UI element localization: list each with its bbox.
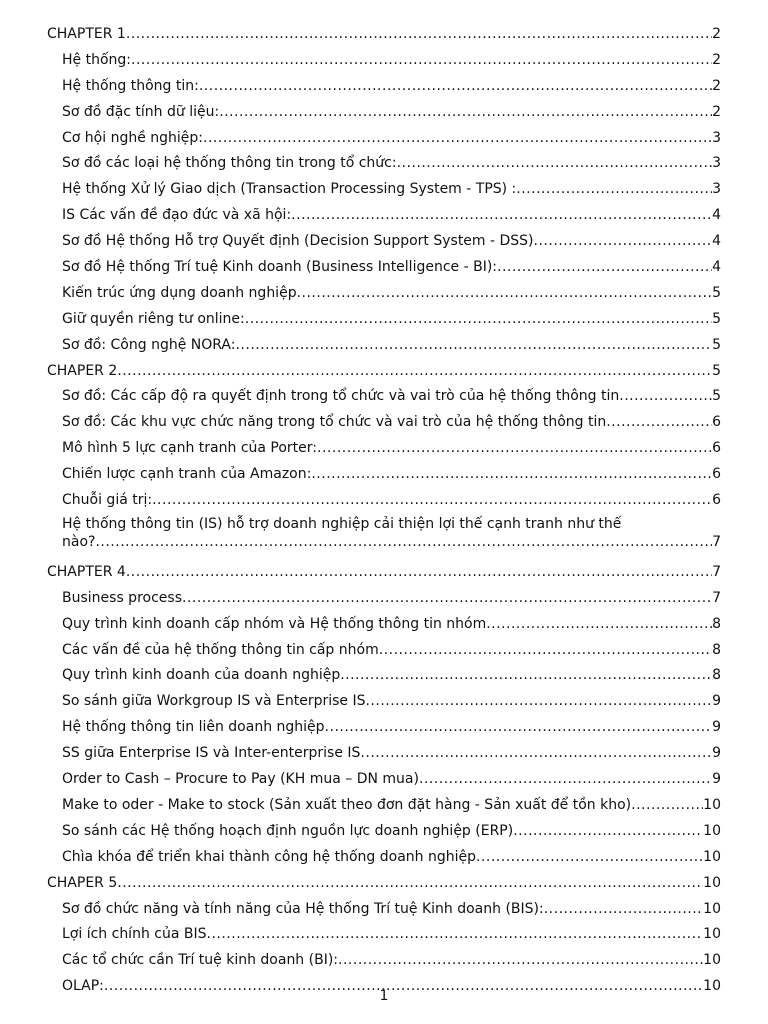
dot-leader — [516, 177, 712, 203]
dot-leader — [207, 922, 704, 948]
toc-section-entry[interactable] — [0, 689, 768, 715]
toc-entry-page: 7 — [712, 533, 721, 550]
toc-entry-page: 8 — [712, 615, 721, 632]
toc-entry-page: 5 — [712, 362, 721, 379]
dot-leader — [245, 307, 712, 333]
toc-entry-title: Sơ đồ các loại hệ thống thông tin trong tổ chức: — [62, 155, 397, 172]
toc-entry-page: 10 — [703, 978, 721, 995]
toc-entry-title: Kiến trúc ứng dụng doanh nghiệp — [62, 284, 297, 301]
toc-entry-page: 2 — [712, 51, 721, 68]
toc-section-entry[interactable] — [0, 126, 768, 152]
toc-entry-title: nào? — [62, 533, 96, 550]
toc-entry-title: OLAP: — [62, 978, 104, 995]
toc-entry-page: 10 — [703, 848, 721, 865]
toc-chapter-entry[interactable] — [0, 359, 768, 385]
toc-section-entry[interactable] — [0, 48, 768, 74]
toc-entry-title: IS Các vấn đề đạo đức và xã hội: — [62, 207, 292, 224]
toc-entry-page: 8 — [712, 641, 721, 658]
page-number: 1 — [379, 988, 389, 1004]
dot-leader — [291, 203, 712, 229]
toc-section-entry[interactable] — [0, 203, 768, 229]
dot-leader — [497, 255, 712, 281]
dot-leader — [619, 384, 712, 410]
dot-leader — [419, 767, 712, 793]
dot-leader — [152, 488, 712, 514]
toc-entry-title: Chuỗi giá trị: — [62, 492, 153, 509]
toc-entry-page: 10 — [703, 952, 721, 969]
toc-entry-title: Sơ đồ: Các khu vực chức năng trong tổ chức và vai trò của hệ thống thông tin — [62, 414, 607, 431]
toc-entry-title: Chiến lược cạnh tranh của Amazon: — [62, 466, 312, 483]
dot-leader — [131, 48, 712, 74]
dot-leader — [199, 74, 712, 100]
toc-entry-page: 2 — [712, 26, 721, 42]
dot-leader — [182, 586, 712, 612]
toc-chapter-entry[interactable] — [0, 560, 768, 586]
toc-entry-page: 5 — [712, 336, 721, 353]
dot-leader — [379, 638, 712, 664]
toc-entry-title: Các vấn đề của hệ thống thông tin cấp nhóm — [62, 641, 379, 658]
toc-entry-title: So sánh giữa Workgroup IS và Enterprise IS — [62, 693, 366, 710]
toc-entry-title: Quy trình kinh doanh của doanh nghiệp — [62, 667, 341, 684]
toc-section-entry[interactable] — [0, 514, 768, 560]
toc-entry-title: Sơ đồ Hệ thống Hỗ trợ Quyết định (Decision Support System - DSS) — [62, 233, 534, 250]
table-of-contents — [0, 22, 768, 1000]
toc-chapter-entry[interactable] — [0, 22, 768, 48]
toc-section-entry[interactable] — [0, 333, 768, 359]
dot-leader — [219, 100, 712, 126]
toc-section-entry[interactable] — [0, 715, 768, 741]
toc-entry-title: Hệ thống thông tin: — [62, 77, 199, 94]
toc-entry-page: 3 — [712, 155, 721, 172]
toc-entry-page: 9 — [712, 693, 721, 710]
toc-section-entry[interactable] — [0, 436, 768, 462]
toc-section-entry[interactable] — [0, 663, 768, 689]
toc-entry-title: Business process — [62, 589, 182, 606]
dot-leader — [117, 359, 712, 385]
toc-entry-title-line1: Hệ thống thông tin (IS) hỗ trợ doanh nghiệp cải thiện lợi thế cạnh tranh như thế — [62, 515, 622, 532]
toc-section-entry[interactable] — [0, 100, 768, 126]
toc-entry-title: SS giữa Enterprise IS và Inter-enterprise IS — [62, 745, 361, 762]
toc-entry-page: 4 — [712, 259, 721, 276]
dot-leader — [235, 333, 712, 359]
dot-leader — [631, 793, 703, 819]
toc-section-entry[interactable] — [0, 586, 768, 612]
toc-entry-page: 9 — [712, 745, 721, 762]
toc-entry-page: 6 — [712, 440, 721, 457]
dot-leader — [534, 229, 713, 255]
dot-leader — [95, 532, 712, 552]
toc-section-entry[interactable] — [0, 74, 768, 100]
toc-section-entry[interactable] — [0, 255, 768, 281]
toc-chapter-entry[interactable] — [0, 871, 768, 897]
dot-leader — [325, 715, 713, 741]
toc-entry-title: Giữ quyền riêng tư online: — [62, 310, 245, 327]
dot-leader — [365, 689, 712, 715]
toc-entry-title: Sơ đồ: Các cấp độ ra quyết định trong tổ chức và vai trò của hệ thống thông tin — [62, 388, 620, 405]
toc-entry-title: Sơ đồ Hệ thống Trí tuệ Kinh doanh (Business Intelligence - BI): — [62, 259, 498, 276]
toc-entry-page: 9 — [712, 719, 721, 736]
dot-leader — [476, 845, 703, 871]
toc-entry-page: 3 — [712, 129, 721, 146]
dot-leader — [606, 410, 712, 436]
toc-entry-page: 2 — [712, 77, 721, 94]
toc-section-entry[interactable] — [0, 177, 768, 203]
toc-section-entry[interactable] — [0, 281, 768, 307]
toc-entry-title: Sơ đồ đặc tính dữ liệu: — [62, 103, 220, 120]
toc-entry-title: Hệ thống thông tin liên doanh nghiệp — [62, 719, 325, 736]
toc-section-entry[interactable] — [0, 410, 768, 436]
toc-entry-page: 6 — [712, 466, 721, 483]
toc-section-entry[interactable] — [0, 229, 768, 255]
dot-leader — [544, 897, 703, 923]
toc-entry-page: 6 — [712, 492, 721, 509]
toc-entry-title: Lợi ích chính của BIS — [62, 926, 207, 943]
dot-leader — [397, 151, 712, 177]
toc-entry-page: 9 — [712, 771, 721, 788]
toc-entry-title: Sơ đồ chức năng và tính năng của Hệ thống Trí tuệ Kinh doanh (BIS): — [62, 900, 544, 917]
toc-section-entry[interactable] — [0, 151, 768, 177]
toc-entry-page: 4 — [712, 207, 721, 224]
toc-entry-page: 10 — [703, 796, 721, 813]
dot-leader — [117, 871, 703, 897]
toc-section-entry[interactable] — [0, 948, 768, 974]
toc-section-entry[interactable] — [0, 384, 768, 410]
toc-entry-title: CHAPTER 1 — [47, 26, 126, 42]
toc-entry-page: 3 — [712, 181, 721, 198]
toc-entry-title: CHAPTER 4 — [47, 563, 126, 580]
toc-entry-page: 10 — [703, 822, 721, 839]
dot-leader — [126, 560, 712, 586]
toc-section-entry[interactable] — [0, 741, 768, 767]
toc-entry-page: 5 — [712, 284, 721, 301]
toc-section-entry[interactable] — [0, 845, 768, 871]
toc-section-entry[interactable] — [0, 793, 768, 819]
dot-leader — [513, 819, 703, 845]
toc-entry-title: Các tổ chức cần Trí tuệ kinh doanh (BI): — [62, 952, 339, 969]
toc-entry-page: 5 — [712, 310, 721, 327]
dot-leader — [338, 948, 703, 974]
toc-entry-title: Quy trình kinh doanh cấp nhóm và Hệ thống thông tin nhóm — [62, 615, 487, 632]
toc-entry-page: 10 — [703, 926, 721, 943]
toc-section-entry[interactable] — [0, 612, 768, 638]
toc-entry-page: 10 — [703, 900, 721, 917]
dot-leader — [486, 612, 712, 638]
toc-section-entry[interactable] — [0, 488, 768, 514]
toc-section-entry[interactable] — [0, 922, 768, 948]
toc-section-entry[interactable] — [0, 462, 768, 488]
toc-entry-title: Order to Cash – Procure to Pay (KH mua – DN mua) — [62, 771, 419, 788]
toc-entry-title: Make to oder - Make to stock (Sản xuất theo đơn đặt hàng - Sản xuất để tồn kho) — [62, 796, 632, 813]
toc-section-entry[interactable] — [0, 819, 768, 845]
toc-entry-title: CHAPER 5 — [47, 874, 118, 891]
toc-entry-page: 2 — [712, 103, 721, 120]
toc-entry-title: Mô hình 5 lực cạnh tranh của Porter: — [62, 440, 318, 457]
toc-entry-title: So sánh các Hệ thống hoạch định nguồn lực doanh nghiệp (ERP) — [62, 822, 514, 839]
dot-leader — [340, 663, 712, 689]
toc-entry-page: 7 — [712, 563, 721, 580]
toc-entry-title: Hệ thống Xử lý Giao dịch (Transaction Processing System - TPS) : — [62, 181, 517, 198]
toc-entry-title: Cơ hội nghề nghiệp: — [62, 129, 204, 146]
toc-entry-page: 8 — [712, 667, 721, 684]
dot-leader — [126, 22, 712, 48]
dot-leader — [203, 126, 712, 152]
toc-section-entry[interactable] — [0, 767, 768, 793]
toc-section-entry[interactable] — [0, 638, 768, 664]
toc-entry-page: 6 — [712, 414, 721, 431]
dot-leader — [317, 436, 712, 462]
toc-entry-page: 10 — [703, 874, 721, 891]
toc-entry-page: 4 — [712, 233, 721, 250]
toc-entry-title: CHAPER 2 — [47, 362, 118, 379]
dot-leader — [360, 741, 712, 767]
toc-section-entry[interactable] — [0, 897, 768, 923]
dot-leader — [297, 281, 713, 307]
toc-entry-page: 7 — [712, 589, 721, 606]
toc-section-entry[interactable] — [0, 307, 768, 333]
toc-entry-page: 5 — [712, 388, 721, 405]
toc-entry-title: Hệ thống: — [62, 51, 131, 68]
toc-entry-title: Sơ đồ: Công nghệ NORA: — [62, 336, 236, 353]
dot-leader — [311, 462, 712, 488]
toc-entry-title: Chìa khóa để triển khai thành công hệ thống doanh nghiệp — [62, 848, 476, 865]
